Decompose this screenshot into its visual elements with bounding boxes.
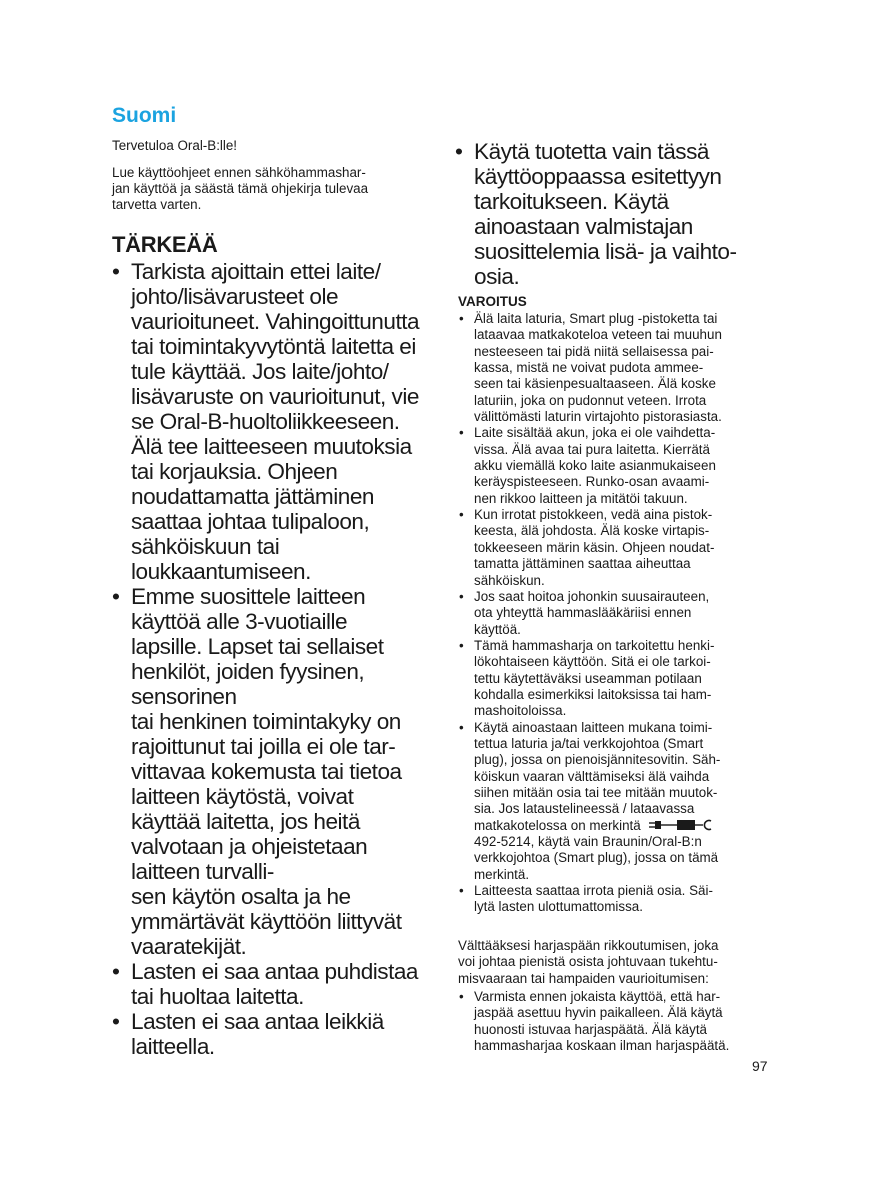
list-item-line: ota yhteyttä hammaslääkäriisi ennen — [474, 605, 692, 621]
bullet-icon: • — [455, 139, 463, 164]
list-item-line: tai henkinen toimintakyky on — [131, 709, 401, 734]
list-item — [458, 720, 778, 883]
list-item-line: tettua laturia ja/tai verkkojohtoa (Smart — [474, 735, 704, 751]
list-item-line: tarkoitukseen. Käytä — [474, 189, 669, 214]
list-item — [455, 139, 775, 289]
brushhead-paragraph-line: Välttääksesi harjaspään rikkoutumisen, joka — [458, 938, 719, 953]
list-item-line: keräyspisteeseen. Runko-osan avaami- — [474, 474, 710, 490]
bullet-icon: • — [459, 588, 464, 604]
list-item-line: ainoastaan valmistajan — [474, 214, 693, 239]
list-item-line: kassa, mistä ne voivat pudota ammee- — [474, 360, 704, 376]
list-item-line: se Oral-B-huoltoliikkeeseen. — [131, 409, 400, 434]
list-item-line: valvotaan ja ohjeistetaan — [131, 834, 368, 859]
list-item-line: verkkojohtoa (Smart plug), jossa on tämä — [474, 850, 719, 866]
list-item — [112, 959, 432, 1009]
list-item — [112, 584, 432, 959]
bullet-icon: • — [112, 584, 120, 609]
intro-line: jan käyttöä ja säästä tämä ohjekirja tulevaa — [112, 181, 369, 196]
list-item-line: nen rikkoo laitteen ja mitätöi takuun. — [474, 490, 688, 506]
list-item-line: tule käyttää. Jos laite/johto/ — [131, 359, 389, 384]
list-item-line: ymmärtävät käyttöön liittyvät — [131, 909, 402, 934]
bullet-icon: • — [112, 959, 120, 984]
list-item-line: tettu käytettäväksi useamman potilaan — [474, 670, 702, 686]
list-item-line: saattaa johtaa tulipaloon, — [131, 509, 370, 534]
list-item-line: hammasharjaa koskaan ilman harjaspäätä. — [474, 1038, 730, 1054]
list-item-line: Älä laita laturia, Smart plug -pistoketta tai — [474, 311, 718, 326]
list-item-line: käyttöoppaassa esitettyyn — [474, 164, 722, 189]
list-item-line: välittömästi laturin virtajohto pistorasiasta. — [474, 409, 722, 425]
charger-plug-symbol-icon — [647, 819, 713, 831]
list-item-line: Kun irrotat pistokkeen, vedä aina pistok- — [474, 507, 713, 523]
list-item — [458, 883, 778, 916]
list-item-line: keesta, älä johdosta. Älä koske virtapis- — [474, 523, 710, 539]
list-item-line: plug), jossa on pienoisjännitesovitin. Säh- — [474, 752, 721, 768]
important-list-left — [112, 259, 432, 1059]
brushhead-paragraph-line: misvaaraan tai hampaiden vaurioitumisen: — [458, 970, 709, 986]
list-item-line: Emme suosittele laitteen — [131, 584, 366, 609]
list-item-line: seen tai käsienpesualtaaseen. Älä koske — [474, 376, 716, 392]
list-item-line: laitteen turvalli- — [131, 859, 274, 884]
list-item-line: Lasten ei saa antaa leikkiä — [131, 1009, 384, 1034]
warning-list — [458, 311, 778, 916]
list-item-line: noudattamatta jättäminen — [131, 484, 374, 509]
intro-line: Lue käyttöohjeet ennen sähköhammashar- — [112, 165, 366, 180]
list-item-line: huonosti istuvaa harjaspäätä. Älä käytä — [474, 1021, 707, 1037]
list-item — [112, 1009, 432, 1059]
list-item-line: lisävaruste on vaurioitunut, vie — [131, 384, 419, 409]
list-item-line: vaaratekijät. — [131, 934, 247, 959]
bullet-icon: • — [112, 1009, 120, 1034]
bullet-icon: • — [459, 719, 464, 735]
list-item-line: tai huoltaa laitetta. — [131, 984, 304, 1009]
list-item — [458, 507, 778, 589]
list-item-line: mashoitoloissa. — [474, 703, 567, 719]
list-item-line: Älä tee laitteeseen muutoksia — [131, 434, 412, 459]
list-item-line: nesteeseen tai pidä niitä sellaisessa pai- — [474, 343, 714, 359]
list-item-line: Jos saat hoitoa johonkin suusairauteen, — [474, 588, 710, 604]
list-item — [458, 638, 778, 720]
list-item-line: osia. — [474, 264, 520, 289]
list-item-line: sen käytön osalta ja he — [131, 884, 351, 909]
list-item-line: vaurioituneet. Vahingoittunutta — [131, 309, 420, 334]
list-item-line: sähköiskuun tai — [131, 534, 280, 559]
list-item-line: lataavaa matkakoteloa veteen tai muuhun — [474, 327, 722, 343]
list-item-line: lytä lasten ulottumattomissa. — [474, 899, 643, 915]
list-item-line: sähköiskun. — [474, 572, 545, 588]
list-item-line: tamatta jättäminen saattaa aiheuttaa — [474, 556, 691, 572]
list-item-line: Varmista ennen jokaista käyttöä, että har- — [474, 989, 721, 1004]
bullet-icon: • — [459, 883, 464, 899]
list-item-line: johto/lisävarusteet ole — [131, 284, 339, 309]
list-item-line: Käytä tuotetta vain tässä — [474, 139, 709, 164]
page-number: 97 — [752, 1058, 768, 1074]
list-item-line: Tämä hammasharja on tarkoitettu henki- — [474, 637, 715, 653]
list-item-line: merkintä. — [474, 866, 530, 882]
list-item-line: Laitteesta saattaa irrota pieniä osia. Säi- — [474, 883, 713, 899]
list-item-line: laturiin, joka on pudonnut veteen. Irrota — [474, 392, 707, 408]
list-item — [112, 259, 432, 584]
list-item-line: vittavaa kokemusta tai tietoa — [131, 759, 402, 784]
list-item-line: tai korjauksia. Ohjeen — [131, 459, 338, 484]
list-item-line: akku viemällä koko laite asianmukaiseen — [474, 458, 716, 474]
list-item-line: sensorinen — [131, 684, 237, 709]
list-item-line: käyttöä. — [474, 621, 521, 637]
list-item-line: lapsille. Lapset tai sellaiset — [131, 634, 384, 659]
list-item — [458, 589, 778, 638]
list-item-line: tokkeeseen märin käsin. Ohjeen noudat- — [474, 539, 715, 555]
bullet-icon: • — [459, 507, 464, 523]
list-item-line: henkilöt, joiden fyysinen, — [131, 659, 365, 684]
list-item-line: sia. Jos lataustelineessä / lataavassa — [474, 801, 695, 817]
list-item-line: vissa. Älä avaa tai pura laitetta. Kierrätä — [474, 441, 710, 457]
list-item-line: käyttöä alle 3-vuotiaille — [131, 609, 348, 634]
list-item-line: laitteella. — [131, 1034, 215, 1059]
list-item-line: kohdalla esimerkiksi laitoksissa tai ham- — [474, 686, 712, 702]
bullet-icon: • — [459, 311, 464, 326]
intro-line: tarvetta varten. — [112, 197, 202, 212]
list-item-line: lökohtaiseen käyttöön. Sitä ei ole tarkoi- — [474, 654, 711, 670]
bullet-icon: • — [459, 637, 464, 653]
bullet-icon: • — [459, 989, 464, 1004]
bullet-icon: • — [112, 259, 120, 284]
list-item-line: Laite sisältää akun, joka ei ole vaihdetta- — [474, 425, 716, 441]
brushhead-paragraph-line: voi johtaa pienistä osista johtuvaan tukehtu- — [458, 954, 718, 970]
list-item-line: Käytä ainoastaan laitteen mukana toimi- — [474, 719, 713, 735]
bullet-icon: • — [459, 425, 464, 441]
list-item-line: köiskun vaaran välttämiseksi älä vaihda — [474, 768, 710, 784]
list-item — [458, 311, 778, 425]
important-heading: TÄRKEÄÄ — [112, 232, 218, 257]
list-item — [458, 989, 778, 1054]
list-item-line: 492-5214, käytä vain Braunin/Oral-B:n — [474, 834, 702, 849]
list-item-line: Tarkista ajoittain ettei laite/ — [131, 259, 381, 284]
list-item-line: jaspää asettuu hyvin paikalleen. Älä käytä — [474, 1005, 723, 1021]
list-item-line: tai toimintakyvytöntä laitetta ei — [131, 334, 416, 359]
list-item-line: suosittelemia lisä- ja vaihto- — [474, 239, 737, 264]
intro-paragraph — [112, 165, 432, 213]
list-item-line: matkakotelossa on merkintä — [474, 818, 778, 834]
language-heading: Suomi — [112, 104, 177, 127]
important-list-right — [455, 139, 775, 289]
list-item-line: Lasten ei saa antaa puhdistaa — [131, 959, 418, 984]
list-item — [458, 425, 778, 507]
list-item-line: rajoittunut tai joilla ei ole tar- — [131, 734, 396, 759]
welcome-text: Tervetuloa Oral-B:lle! — [112, 138, 238, 153]
brushhead-paragraph — [458, 938, 778, 987]
warning-heading: VAROITUS — [458, 294, 527, 309]
list-item-line: käyttää laitetta, jos heitä — [131, 809, 360, 834]
list-item-line: loukkaantumiseen. — [131, 559, 311, 584]
list-item-line: laitteen käytöstä, voivat — [131, 784, 354, 809]
list-item-line: siihen mitään osia tai tee mitään muutok- — [474, 784, 718, 800]
brushhead-list — [458, 989, 778, 1054]
